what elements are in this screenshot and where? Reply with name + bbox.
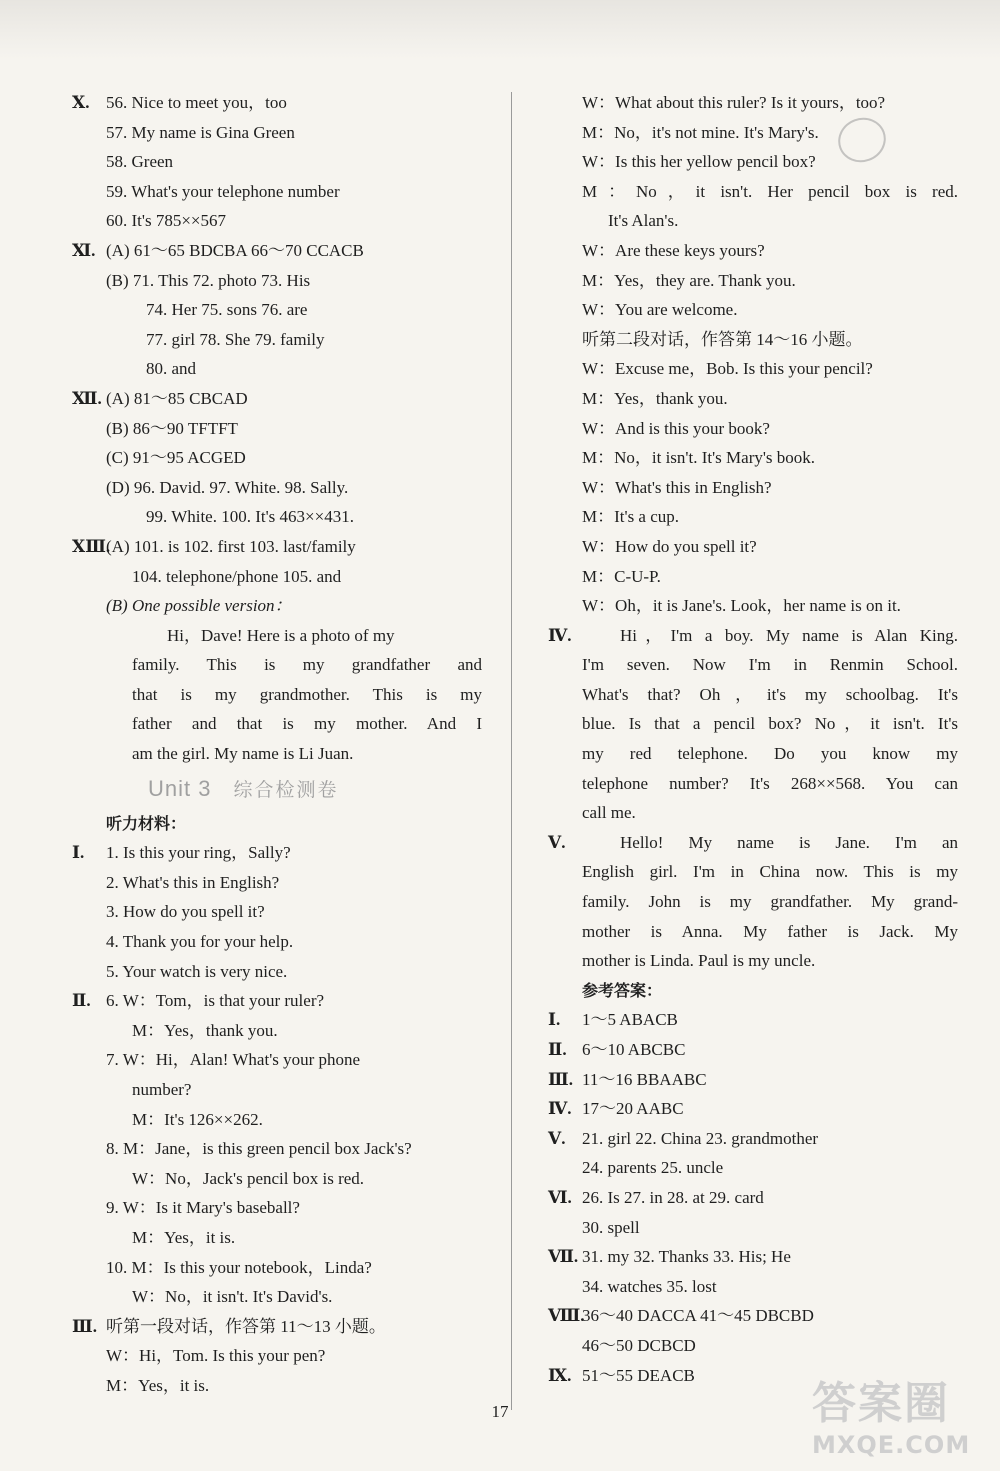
line-text: 58. Green bbox=[106, 152, 174, 172]
text-line bbox=[548, 266, 958, 296]
text-line bbox=[548, 857, 958, 887]
section-numeral: Ⅴ. bbox=[548, 1128, 566, 1148]
text-line bbox=[72, 650, 482, 680]
line-text: 60. It's 785××567 bbox=[106, 211, 226, 231]
line-text: (A) 61～65 BDCBA 66～70 CCACB bbox=[106, 240, 364, 260]
line-text: W：How do you spell it? bbox=[582, 536, 757, 556]
text-line bbox=[548, 414, 958, 444]
text-line bbox=[72, 838, 482, 868]
line-text: family. John is my grandfather. My grand- bbox=[582, 892, 958, 912]
text-line bbox=[72, 443, 482, 473]
line-text: 听第二段对话，作答第 14～16 小题。 bbox=[582, 329, 863, 349]
text-line bbox=[548, 206, 958, 236]
text-line bbox=[548, 236, 958, 266]
line-text: 59. What's your telephone number bbox=[106, 181, 340, 201]
line-text: 31. my 32. Thanks 33. His; He bbox=[582, 1247, 791, 1267]
section-numeral: Ⅸ. bbox=[548, 1365, 572, 1385]
text-line bbox=[548, 562, 958, 592]
line-text: It's Alan's. bbox=[608, 211, 679, 231]
text-line bbox=[72, 532, 482, 562]
section-numeral: Ⅰ. bbox=[72, 843, 85, 863]
section-numeral: Ⅴ. bbox=[548, 832, 566, 852]
text-line bbox=[548, 769, 958, 799]
section-heading: 听力材料： bbox=[106, 813, 187, 833]
line-text: number? bbox=[132, 1080, 192, 1099]
line-text: W：And is this your book? bbox=[582, 418, 770, 438]
line-text: 74. Her 75. sons 76. are bbox=[146, 300, 308, 320]
text-line bbox=[548, 917, 958, 947]
section-numeral: Ⅻ. bbox=[72, 388, 102, 408]
line-text: What's that? Oh，it's my schoolbag. It's bbox=[582, 684, 958, 704]
line-text: 104. telephone/phone 105. and bbox=[132, 566, 342, 586]
page-number: 17 bbox=[491, 1402, 509, 1421]
text-line bbox=[72, 591, 482, 621]
line-text: 1. Is this your ring，Sally? bbox=[106, 843, 291, 863]
text-line bbox=[548, 1301, 958, 1331]
line-text: am the girl. My name is Li Juan. bbox=[132, 744, 354, 764]
line-text: call me. bbox=[582, 803, 636, 823]
text-line bbox=[72, 1223, 482, 1253]
line-text: 34. watches 35. lost bbox=[582, 1276, 717, 1296]
text-line bbox=[72, 295, 482, 325]
text-line bbox=[548, 1005, 958, 1035]
line-text: 21. girl 22. China 23. grandmother bbox=[582, 1128, 819, 1148]
line-text: W：What's this in English? bbox=[582, 477, 772, 497]
line-text: telephone number? It's 268××568. You can bbox=[582, 773, 958, 793]
line-text: my red telephone. Do you know my bbox=[582, 744, 958, 764]
text-line bbox=[72, 502, 482, 532]
text-line bbox=[72, 562, 482, 592]
text-line bbox=[548, 354, 958, 384]
text-line bbox=[72, 177, 482, 207]
section-numeral: Ⅵ. bbox=[548, 1187, 572, 1207]
text-line bbox=[548, 1272, 958, 1302]
page-top-shading bbox=[0, 0, 1000, 60]
line-text: M：No，it's not mine. It's Mary's. bbox=[582, 122, 819, 142]
line-text: (A) 81～85 CBCAD bbox=[106, 388, 248, 408]
text-line bbox=[548, 1183, 958, 1213]
line-text: (A) 101. is 102. first 103. last/family bbox=[106, 536, 356, 556]
unit-title: 综合检测卷 bbox=[233, 778, 339, 801]
line-text: (B) 86～90 TFTFT bbox=[106, 418, 238, 438]
line-text: 10. M：Is this your notebook，Linda? bbox=[106, 1257, 372, 1277]
text-line bbox=[72, 809, 482, 839]
text-line bbox=[72, 1164, 482, 1194]
text-line bbox=[72, 1075, 482, 1105]
text-line bbox=[72, 680, 482, 710]
line-text: 5. Your watch is very nice. bbox=[106, 961, 288, 981]
unit-label: Unit 3 bbox=[148, 775, 212, 801]
text-line bbox=[548, 1124, 958, 1154]
section-numeral: Ⅹ. bbox=[72, 93, 90, 112]
text-line bbox=[72, 1312, 482, 1342]
text-line bbox=[72, 1371, 482, 1401]
unit-heading bbox=[72, 769, 482, 809]
left-column bbox=[72, 88, 482, 1401]
section-numeral: Ⅳ. bbox=[548, 625, 572, 645]
text-line bbox=[548, 1213, 958, 1243]
text-line bbox=[548, 1153, 958, 1183]
text-line bbox=[548, 798, 958, 828]
text-line bbox=[72, 473, 482, 503]
section-numeral: Ⅺ. bbox=[72, 240, 96, 260]
answer-section-continued bbox=[72, 88, 482, 769]
line-text: 99. White. 100. It's 463××431. bbox=[146, 507, 354, 527]
line-text: that is my grandmother. This is my bbox=[132, 684, 482, 704]
text-line bbox=[72, 236, 482, 266]
line-text: 51～55 DEACB bbox=[582, 1365, 695, 1385]
line-text: M：C-U-P. bbox=[582, 566, 661, 586]
text-line bbox=[72, 384, 482, 414]
column-divider bbox=[511, 92, 512, 1410]
line-text: 46～50 DCBCD bbox=[582, 1335, 696, 1355]
section-numeral: Ⅳ. bbox=[548, 1099, 572, 1119]
text-line bbox=[72, 897, 482, 927]
line-text: W：No，it isn't. It's David's. bbox=[132, 1287, 333, 1307]
line-text: M：No，it isn't. Her pencil box is red. bbox=[582, 181, 958, 201]
line-text: W：Excuse me，Bob. Is this your pencil? bbox=[582, 359, 873, 379]
line-text: 26. Is 27. in 28. at 29. card bbox=[582, 1187, 764, 1207]
section-heading: 参考答案： bbox=[582, 980, 663, 1000]
section-numeral: Ⅱ. bbox=[72, 991, 91, 1011]
text-line bbox=[72, 621, 482, 651]
text-line bbox=[72, 868, 482, 898]
text-line bbox=[548, 946, 958, 976]
line-text: 7. W：Hi，Alan! What's your phone bbox=[106, 1050, 361, 1070]
line-text: W：No，Jack's pencil box is red. bbox=[132, 1168, 365, 1188]
text-line bbox=[72, 325, 482, 355]
line-text: M：Yes，it is. bbox=[132, 1227, 236, 1247]
text-line bbox=[548, 1035, 958, 1065]
line-text: mother is Linda. Paul is my uncle. bbox=[582, 951, 816, 971]
line-text: English girl. I'm in China now. This is my bbox=[582, 862, 958, 882]
unit3-listening-section bbox=[72, 809, 482, 1401]
text-line bbox=[72, 266, 482, 296]
line-text: 80. and bbox=[146, 359, 197, 379]
text-line bbox=[72, 1045, 482, 1075]
line-text: W：Are these keys yours? bbox=[582, 240, 765, 260]
line-text: 77. girl 78. She 79. family bbox=[146, 329, 325, 349]
right-column bbox=[548, 88, 958, 1390]
text-line bbox=[72, 354, 482, 384]
text-line bbox=[72, 1105, 482, 1135]
line-text: 听第一段对话，作答第 11～13 小题。 bbox=[106, 1316, 386, 1336]
text-line bbox=[72, 1282, 482, 1312]
line-text: (C) 91～95 ACGED bbox=[106, 448, 246, 468]
line-text: M：Yes，they are. Thank you. bbox=[582, 270, 796, 290]
line-text: 1～5 ABACB bbox=[582, 1010, 678, 1030]
line-text: mother is Anna. My father is Jack. My bbox=[582, 921, 958, 941]
line-text: I'm seven. Now I'm in Renmin School. bbox=[582, 655, 958, 675]
text-line bbox=[72, 147, 482, 177]
text-line bbox=[72, 1253, 482, 1283]
line-text: (D) 96. David. 97. White. 98. Sally. bbox=[106, 477, 349, 497]
text-line bbox=[548, 1331, 958, 1361]
line-text: M：No，it isn't. It's Mary's book. bbox=[582, 448, 816, 468]
watermark-logo bbox=[812, 1378, 992, 1466]
line-text: 8. M：Jane，is this green pencil box Jack's? bbox=[106, 1139, 412, 1159]
section-numeral: Ⅱ. bbox=[548, 1040, 567, 1059]
text-line bbox=[548, 384, 958, 414]
text-line bbox=[548, 591, 958, 621]
text-line bbox=[548, 532, 958, 562]
line-text: father and that is my mother. And I bbox=[132, 714, 482, 734]
line-text: 2. What's this in English? bbox=[106, 872, 280, 892]
text-line bbox=[548, 473, 958, 503]
line-text: 6. W：Tom，is that your ruler? bbox=[106, 991, 325, 1011]
text-line bbox=[548, 1094, 958, 1124]
line-text: 24. parents 25. uncle bbox=[582, 1158, 724, 1178]
line-text: M：It's 126××262. bbox=[132, 1109, 263, 1129]
text-line bbox=[72, 206, 482, 236]
text-line bbox=[72, 414, 482, 444]
line-text: 3. How do you spell it? bbox=[106, 902, 265, 922]
text-line bbox=[72, 986, 482, 1016]
text-line bbox=[72, 1341, 482, 1371]
line-text: W：You are welcome. bbox=[582, 300, 738, 320]
line-text: (B) One possible version： bbox=[106, 596, 292, 616]
line-text: 36～40 DACCA 41～45 DBCBD bbox=[582, 1306, 814, 1326]
line-text: 9. W：Is it Mary's baseball? bbox=[106, 1198, 300, 1218]
text-line bbox=[548, 325, 958, 355]
section-numeral: Ⅶ. bbox=[548, 1247, 579, 1267]
line-text: 17～20 AABC bbox=[582, 1099, 684, 1119]
line-text: W：Oh，it is Jane's. Look，her name is on it. bbox=[582, 596, 901, 616]
line-text: W：What about this ruler? Is it yours，too? bbox=[582, 93, 886, 112]
line-text: family. This is my grandfather and bbox=[132, 655, 482, 675]
line-text: Hi，I'm a boy. My name is Alan King. bbox=[620, 625, 958, 645]
text-line bbox=[72, 88, 482, 118]
line-text: 6～10 ABCBC bbox=[582, 1040, 686, 1059]
section-numeral: ⅩⅢ. bbox=[72, 536, 111, 556]
text-line bbox=[548, 147, 958, 177]
text-line bbox=[72, 1134, 482, 1164]
text-line bbox=[548, 88, 958, 118]
text-line bbox=[548, 295, 958, 325]
line-text: 30. spell bbox=[582, 1217, 640, 1237]
text-line bbox=[548, 650, 958, 680]
section-numeral: Ⅰ. bbox=[548, 1010, 561, 1030]
line-text: M：Yes，it is. bbox=[106, 1375, 210, 1395]
text-line bbox=[72, 1016, 482, 1046]
text-line bbox=[548, 118, 958, 148]
line-text: blue. Is that a pencil box? No，it isn't. It's bbox=[582, 714, 958, 734]
line-text: 57. My name is Gina Green bbox=[106, 122, 295, 142]
line-text: (B) 71. This 72. photo 73. His bbox=[106, 270, 311, 290]
section-numeral: Ⅲ. bbox=[548, 1069, 573, 1089]
text-line bbox=[548, 1242, 958, 1272]
text-line bbox=[548, 828, 958, 858]
text-line bbox=[72, 118, 482, 148]
line-text: W：Is this her yellow pencil box? bbox=[582, 152, 816, 172]
section-numeral: Ⅲ. bbox=[72, 1316, 97, 1336]
text-line bbox=[548, 887, 958, 917]
text-line bbox=[548, 621, 958, 651]
text-line bbox=[548, 709, 958, 739]
line-text: Hello! My name is Jane. I'm an bbox=[620, 832, 958, 852]
text-line bbox=[72, 957, 482, 987]
line-text: 56. Nice to meet you，too bbox=[106, 93, 287, 112]
section-numeral: Ⅷ. bbox=[548, 1306, 585, 1326]
line-text: 11～16 BBAABC bbox=[582, 1069, 707, 1089]
line-text: Hi，Dave! Here is a photo of my bbox=[167, 625, 395, 645]
text-line bbox=[548, 177, 958, 207]
line-text: M：Yes，thank you. bbox=[132, 1020, 278, 1040]
text-line bbox=[72, 927, 482, 957]
line-text: M：Yes，thank you. bbox=[582, 388, 728, 408]
text-line bbox=[548, 1065, 958, 1095]
text-line bbox=[548, 680, 958, 710]
line-text: 4. Thank you for your help. bbox=[106, 932, 294, 952]
text-line bbox=[72, 739, 482, 769]
watermark-site-text: MXQE.COM bbox=[812, 1431, 971, 1459]
text-line bbox=[72, 1193, 482, 1223]
text-line bbox=[548, 443, 958, 473]
text-line bbox=[72, 709, 482, 739]
watermark-logo-text: 答案圈 bbox=[812, 1378, 950, 1429]
text-line bbox=[548, 739, 958, 769]
text-line bbox=[548, 502, 958, 532]
line-text: M：It's a cup. bbox=[582, 507, 680, 527]
line-text: W：Hi，Tom. Is this your pen? bbox=[106, 1346, 326, 1366]
text-line bbox=[548, 976, 958, 1006]
